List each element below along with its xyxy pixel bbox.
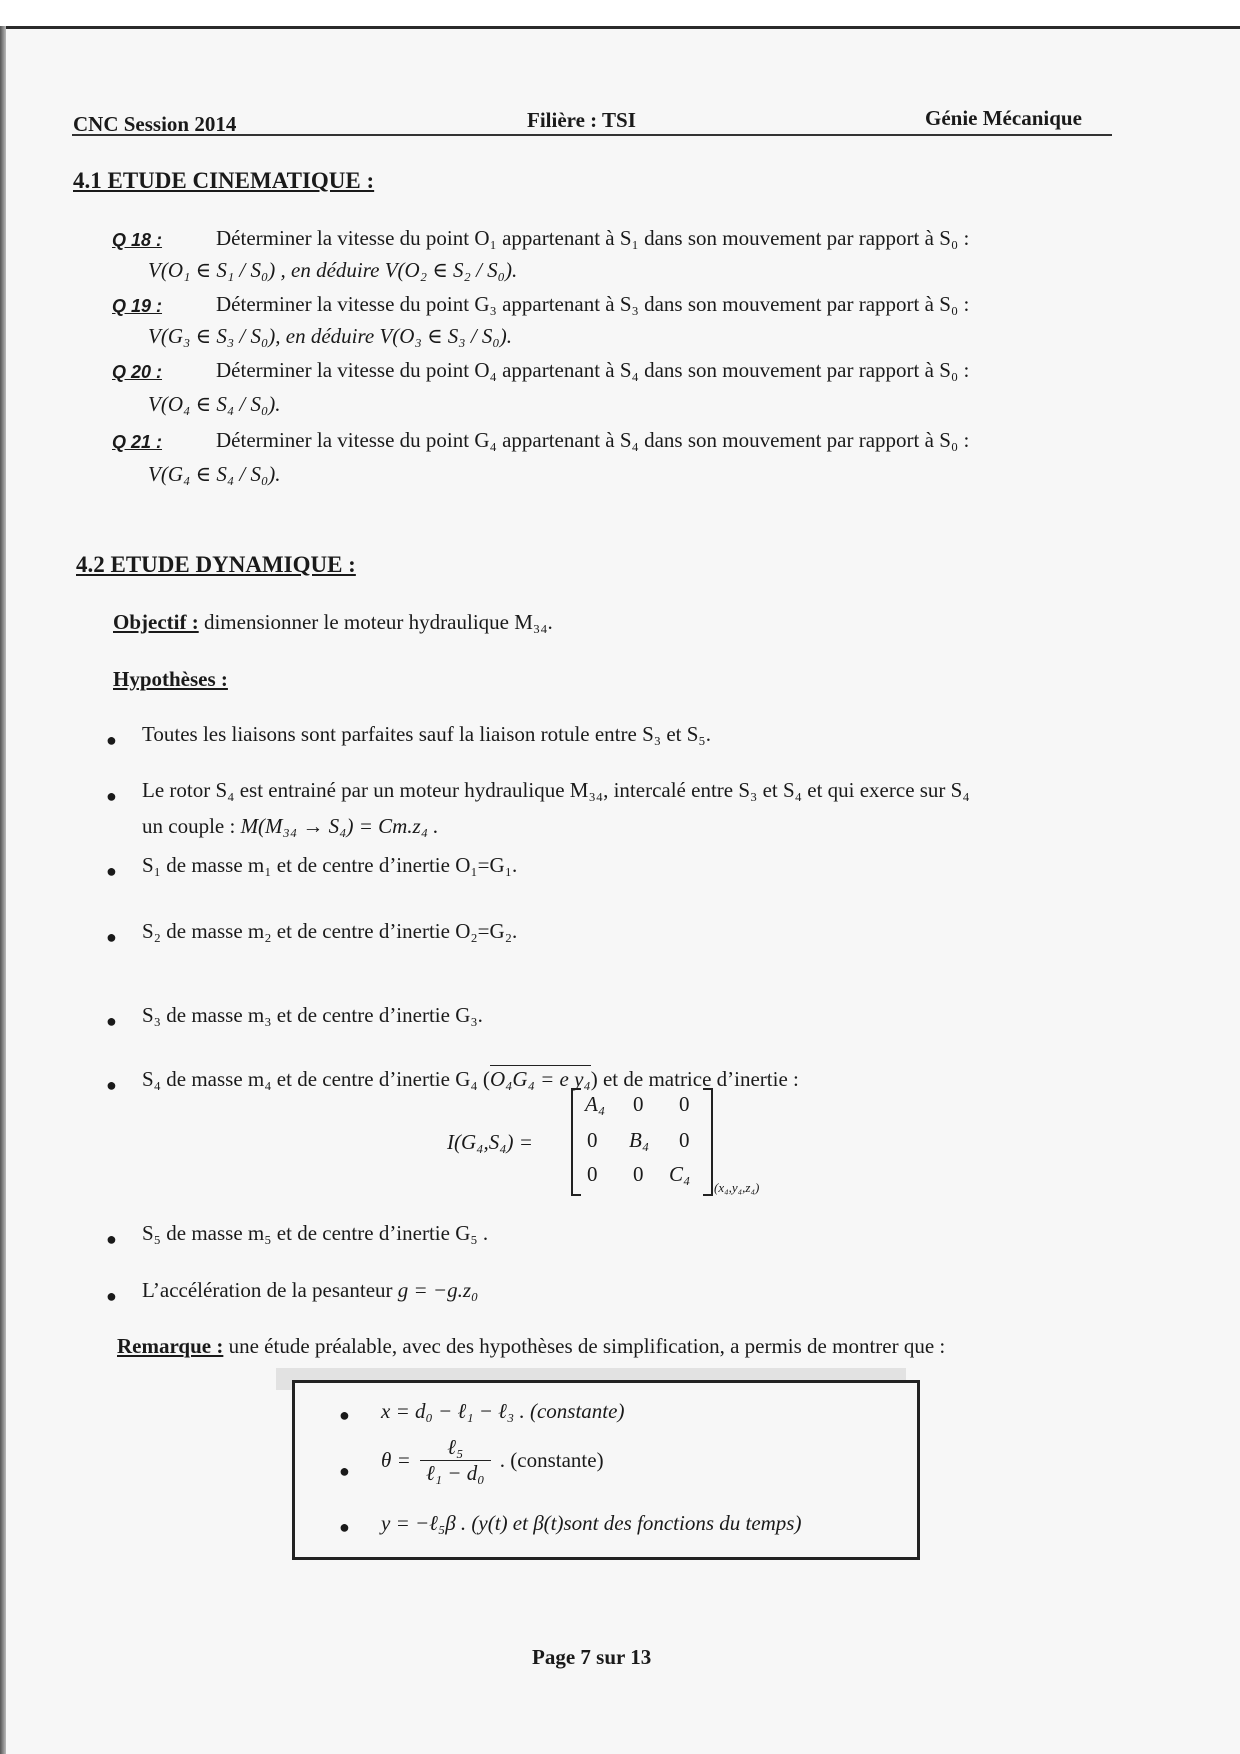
hypothesis-8-text: L’accélération de la pesanteur [142,1278,393,1302]
matrix-cell: A₄ [585,1092,606,1116]
objectif-text: dimensionner le moteur hydraulique M₃₄. [203,610,553,634]
hypothesis-3: S₁ de masse m₁ et de centre d’inertie O₁=G₁. [142,853,518,877]
question-text-18: Déterminer la vitesse du point O₁ appartenant à S₁ dans son mouvement par rapport à S₀ : [216,226,970,250]
bullet-dot: ● [106,861,117,881]
remarque-box [292,1380,920,1560]
y-note: (y(t) et β(t)sont des fonctions du temps) [471,1511,802,1535]
matrix-cell: 0 [679,1128,690,1152]
bullet-dot: ● [106,1075,117,1095]
theta-fraction [420,1435,491,1486]
section-title-cinematique: 4.1 ETUDE CINEMATIQUE : [73,168,375,193]
question-label-18: Q 18 : [112,230,163,250]
remarque-line [117,1334,945,1359]
question-label-20: Q 20 : [112,362,163,382]
matrix-right-bracket [703,1088,713,1196]
theta-tail: . (constante) [499,1448,604,1472]
hypothesis-6-end: ) et de matrice d’inertie : [590,1067,799,1091]
question-label-21: Q 21 : [112,432,163,452]
theta-numerator: ℓ₅ [420,1435,491,1461]
header-right: Génie Mécanique [925,106,1082,130]
bullet-dot: ● [339,1461,350,1481]
hypothesis-2: Le rotor S₄ est entrainé par un moteur hydraulique M₃₄, intercalé entre S₃ et S₄ et qui exerce sur S₄ [142,778,970,802]
bullet-dot: ● [106,1286,117,1306]
hypothesis-6-start: S₄ de masse m₄ et de centre d’inertie G₄ ( [142,1067,490,1091]
remarque-text: une étude préalable, avec des hypothèses de simplification, a permis de montrer que : [228,1334,946,1358]
matrix-cell: 0 [679,1092,690,1116]
matrix-cell: 0 [587,1128,598,1152]
hypothesis-8 [142,1278,478,1303]
hypothesis-7: S₅ de masse m₅ et de centre d’inertie G₅ . [142,1221,489,1245]
bullet-dot: ● [106,786,117,806]
objectif-label: Objectif : [113,610,199,634]
gravity-formula: g = −g.z₀ [397,1278,479,1302]
matrix-basis: (x₄,y₄,z₄) [714,1180,760,1195]
header-left: CNC Session 2014 [73,112,237,136]
section-title-dynamique: 4.2 ETUDE DYNAMIQUE : [76,552,356,577]
matrix-cell: 0 [633,1162,644,1186]
question-formula-18: V(O₁ ∈ S₁ / S₀) , en déduire V(O₂ ∈ S₂ / S₀). [148,258,518,282]
box-line-theta [381,1435,604,1486]
matrix-cell: 0 [587,1162,598,1186]
question-formula-20: V(O₄ ∈ S₄ / S₀). [148,392,281,416]
matrix-cell: 0 [633,1092,644,1116]
question-text-20: Déterminer la vitesse du point O₄ appartenant à S₄ dans son mouvement par rapport à S₀ : [216,358,970,382]
bullet-dot: ● [339,1517,350,1537]
question-formula-19: V(G₃ ∈ S₃ / S₀), en déduire V(O₃ ∈ S₃ / S₀). [148,324,512,348]
bullet-dot: ● [339,1405,350,1425]
box-line-y [381,1511,801,1536]
inertia-lhs: I(G₄,S₄) = [447,1130,533,1154]
matrix-cell: C₄ [669,1162,691,1186]
matrix-left-bracket [571,1088,581,1196]
theta-symbol: θ = [381,1448,411,1472]
header-center: Filière : TSI [527,108,636,132]
hypothesis-2-cont [142,814,439,839]
page-number: Page 7 sur 13 [532,1645,652,1669]
theta-denominator: ℓ₁ − d₀ [426,1461,485,1485]
bullet-dot: ● [106,730,117,750]
hypothesis-1: Toutes les liaisons sont parfaites sauf la liaison rotule entre S₃ et S₅. [142,722,711,746]
bullet-dot: ● [106,1011,117,1031]
question-text-19: Déterminer la vitesse du point G₃ appartenant à S₃ dans son mouvement par rapport à S₀ : [216,292,970,316]
question-formula-21: V(G₄ ∈ S₄ / S₀). [148,462,281,486]
bullet-dot: ● [106,1229,117,1249]
hypothesis-5: S₃ de masse m₃ et de centre d’inertie G₃. [142,1003,483,1027]
question-label-19: Q 19 : [112,296,163,316]
bullet-dot: ● [106,927,117,947]
remarque-label: Remarque : [117,1334,224,1358]
matrix-cell: B₄ [629,1128,650,1152]
objectif-line [113,610,553,635]
y-formula: y = −ℓ₅β . [381,1511,467,1535]
header-rule [72,134,1112,136]
inertia-matrix [571,1088,713,1194]
box-line-x: x = d₀ − ℓ₁ − ℓ₃ . (constante) [381,1399,625,1423]
question-text-21: Déterminer la vitesse du point G₄ appartenant à S₄ dans son mouvement par rapport à S₀ : [216,428,970,452]
hypothesis-2-couple-label: un couple : [142,814,236,838]
o4g4-formula: O₄G₄ = e y₄ [489,1067,591,1091]
hypotheses-label: Hypothèses : [113,667,228,691]
couple-formula: M(M₃₄ → S₄) = Cm.z₄ . [240,814,439,838]
scan-top-border [0,0,1240,29]
hypothesis-4: S₂ de masse m₂ et de centre d’inertie O₂=G₂. [142,919,518,943]
